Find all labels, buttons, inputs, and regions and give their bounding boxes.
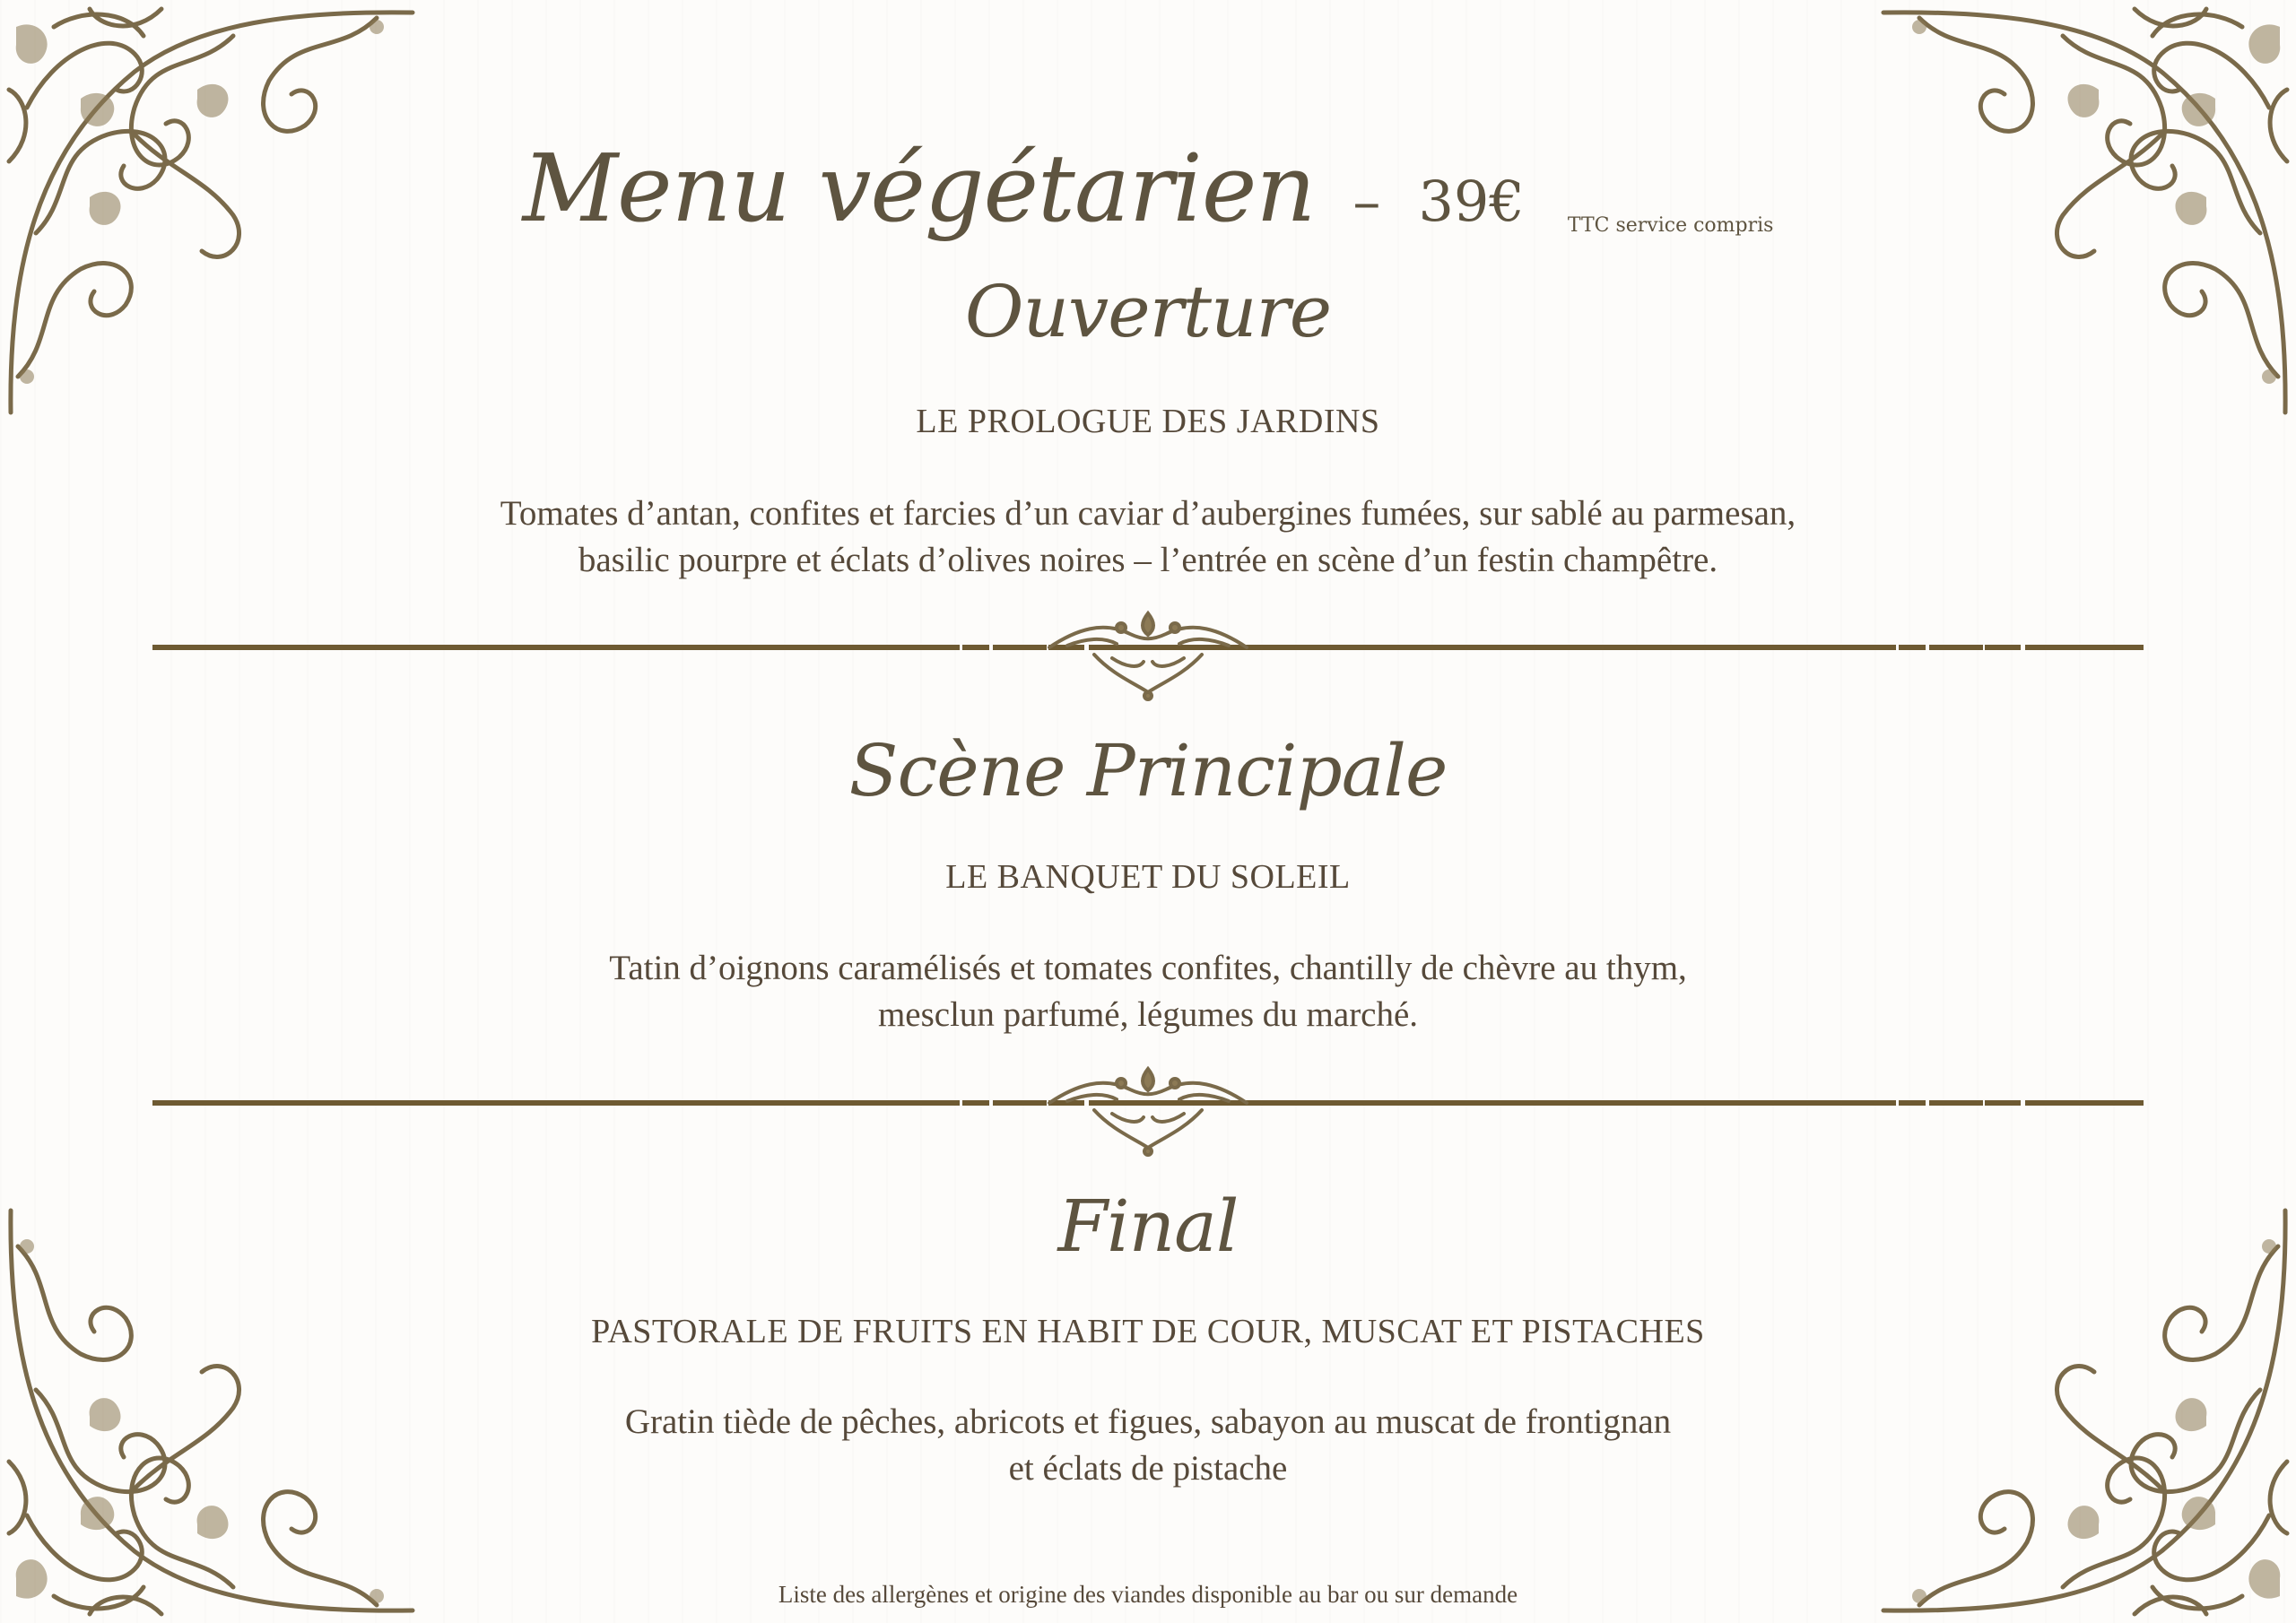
section-heading-final: Final bbox=[1057, 1185, 1239, 1268]
section-heading-scene-principale: Scène Principale bbox=[848, 729, 1448, 812]
description-line: et éclats de pistache bbox=[1008, 1449, 1288, 1488]
dish-name-plat: LE BANQUET DU SOLEIL bbox=[945, 858, 1351, 896]
section-heading-ouverture: Ouverture bbox=[964, 270, 1332, 353]
dish-description-dessert bbox=[0, 1399, 2296, 1492]
menu-price: 39€ bbox=[1418, 169, 1525, 234]
dish-description-entree bbox=[0, 490, 2296, 584]
filigree-divider-icon bbox=[152, 1058, 2144, 1157]
dish-name-dessert: PASTORALE DE FRUITS EN HABIT DE COUR, MUSCAT ET PISTACHES bbox=[591, 1313, 1705, 1350]
menu-title-separator: – bbox=[1352, 169, 1381, 234]
description-line: Tatin d’oignons caramélisés et tomates confites, chantilly de chèvre au thym, bbox=[609, 949, 1687, 987]
dish-name-entree: LE PROLOGUE DES JARDINS bbox=[916, 403, 1380, 440]
menu-price-note: TTC service compris bbox=[1567, 214, 1774, 237]
menu-title bbox=[0, 135, 2296, 256]
description-line: mesclun parfumé, légumes du marché. bbox=[877, 995, 1419, 1034]
description-line: Gratin tiède de pêches, abricots et figues, sabayon au muscat de frontignan bbox=[624, 1402, 1672, 1441]
allergen-footer-note: Liste des allergènes et origine des viandes disponible au bar ou sur demande bbox=[778, 1581, 1518, 1608]
description-line: Tomates d’antan, confites et farcies d’un caviar d’aubergines fumées, sur sablé au parmesan, bbox=[500, 494, 1796, 533]
description-line: basilic pourpre et éclats d’olives noires – l’entrée en scène d’un festin champêtre. bbox=[578, 541, 1718, 579]
menu-title-text: Menu végétarien bbox=[522, 134, 1316, 243]
dish-description-plat bbox=[0, 945, 2296, 1038]
filigree-divider-icon bbox=[152, 603, 2144, 701]
